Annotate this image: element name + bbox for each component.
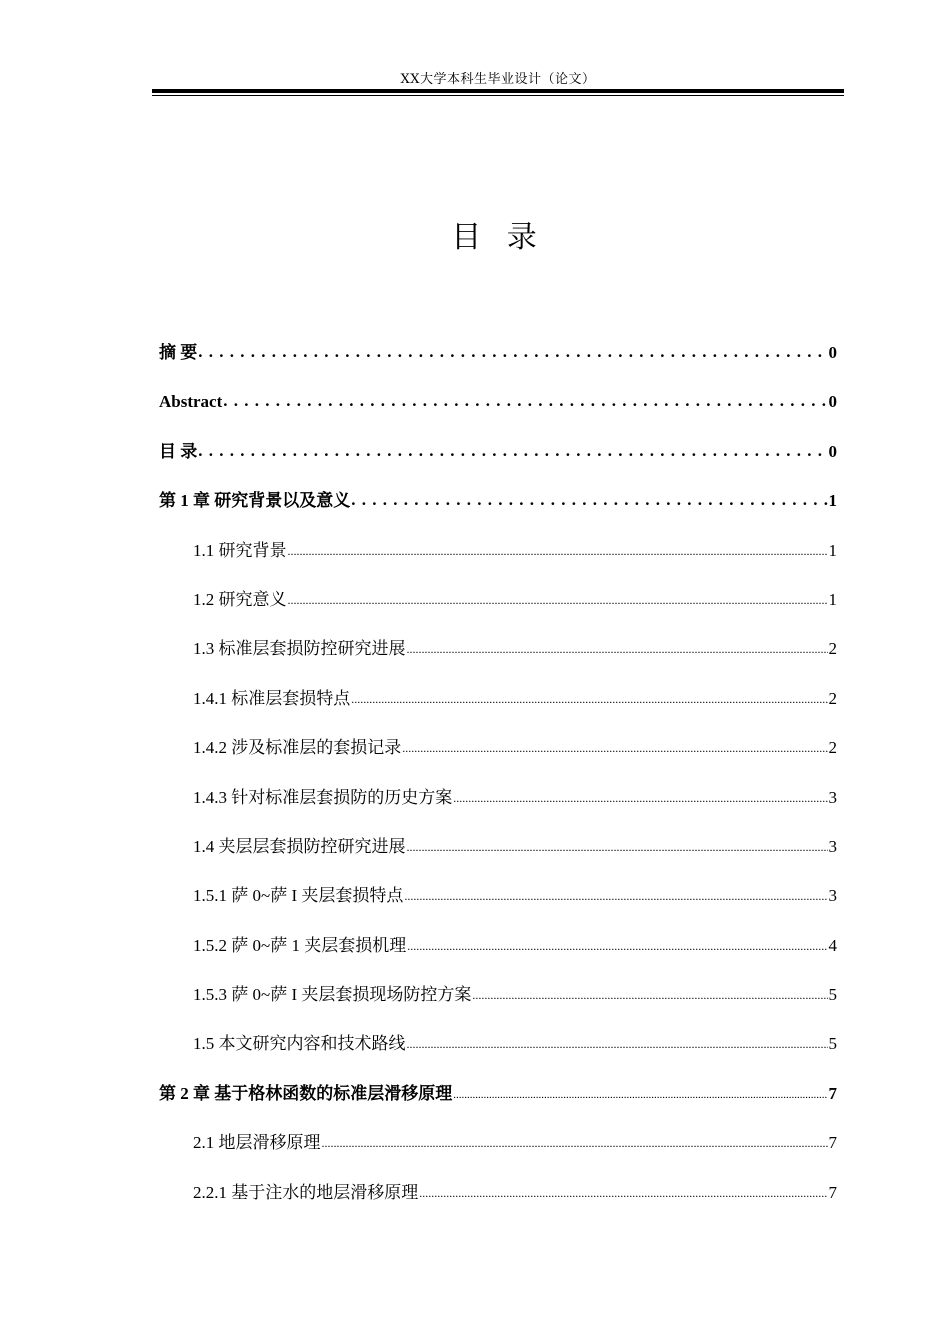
- toc-page-number: 3: [828, 836, 837, 856]
- toc-dot-leader: [402, 730, 827, 765]
- toc-entry-label: 2.1 地层滑移原理: [193, 1133, 321, 1153]
- toc-entry-label: 第 2 章 基于格林函数的标准层滑移原理: [159, 1083, 453, 1103]
- toc-entry-section-1-4-1[interactable]: [159, 682, 837, 731]
- header-rule-thin: [152, 95, 844, 96]
- toc-dot-leader: [407, 829, 828, 864]
- toc-entry-section-1-5-2[interactable]: [159, 929, 837, 978]
- toc-page-number: 1: [828, 589, 837, 609]
- toc-entry-label: 1.4.1 标准层套损特点: [193, 688, 351, 708]
- toc-dot-leader: [407, 1026, 828, 1061]
- toc-dot-leader: [322, 1125, 828, 1160]
- toc-entry-label: 1.4 夹层层套损防控研究进展: [193, 836, 406, 856]
- toc-entry-section-1-5[interactable]: [159, 1027, 837, 1076]
- toc-page-number: 4: [828, 935, 837, 955]
- toc-entry-section-1-5-3[interactable]: [159, 978, 837, 1027]
- toc-page-number: 2: [828, 639, 837, 659]
- toc-entry-label: 1.5.2 萨 0~萨 1 夹层套损机理: [193, 935, 407, 955]
- toc-page-number: 3: [828, 787, 837, 807]
- toc-entry-abstract-en[interactable]: [159, 385, 837, 434]
- toc-page-number: 0: [828, 441, 837, 461]
- toc-entry-contents[interactable]: [159, 435, 837, 484]
- toc-entry-label: 1.5.1 萨 0~萨 I 夹层套损特点: [193, 886, 404, 906]
- toc-entry-label: 2.2.1 基于注水的地层滑移原理: [193, 1182, 419, 1202]
- toc-entry-section-2-1[interactable]: [159, 1126, 837, 1175]
- toc-dot-leader: [288, 582, 828, 617]
- toc-entry-chapter-2[interactable]: [159, 1077, 837, 1126]
- toc-entry-label: 1.5.3 萨 0~萨 I 夹层套损现场防控方案: [193, 985, 472, 1005]
- toc-entry-section-1-2[interactable]: [159, 583, 837, 632]
- toc-entry-label: 1.5 本文研究内容和技术路线: [193, 1034, 406, 1054]
- toc-dot-leader: [351, 681, 827, 716]
- toc-entry-label: 1.1 研究背景: [193, 540, 287, 560]
- toc-entry-section-1-4[interactable]: [159, 830, 837, 879]
- toc-dot-leader: [407, 631, 828, 666]
- toc-entry-chapter-1[interactable]: [159, 484, 837, 533]
- toc-entry-label: 1.4.2 涉及标准层的套损记录: [193, 738, 402, 758]
- toc-page-number: 2: [828, 688, 837, 708]
- toc-page-number: 3: [828, 886, 837, 906]
- toc-page-number: 5: [828, 985, 837, 1005]
- toc-page-number: 1: [828, 491, 837, 511]
- toc-entry-section-2-2-1[interactable]: [159, 1176, 837, 1225]
- toc-dot-leader: [453, 780, 827, 815]
- toc-dot-leader: [419, 1175, 827, 1210]
- toc-entry-section-1-4-2[interactable]: [159, 731, 837, 780]
- toc-entry-label: 1.3 标准层套损防控研究进展: [193, 639, 406, 659]
- toc-page-number: 0: [828, 392, 837, 412]
- toc-entry-label: 1.2 研究意义: [193, 589, 287, 609]
- toc-entry-section-1-3[interactable]: [159, 632, 837, 681]
- toc-page-number: 7: [828, 1083, 837, 1103]
- toc-dot-leader: [198, 335, 827, 369]
- toc-dot-leader: [288, 533, 828, 568]
- table-of-contents: [159, 336, 837, 1225]
- toc-entry-section-1-4-3[interactable]: [159, 781, 837, 830]
- toc-entry-label: Abstract: [159, 392, 223, 412]
- page-title: 目 录: [451, 220, 545, 255]
- toc-entry-section-1-1[interactable]: [159, 534, 837, 583]
- toc-entry-label: 1.4.3 针对标准层套损防的历史方案: [193, 787, 453, 807]
- toc-page-number: 7: [828, 1182, 837, 1202]
- toc-dot-leader: [198, 434, 827, 468]
- toc-dot-leader: [351, 483, 827, 517]
- toc-page-number: 5: [828, 1034, 837, 1054]
- toc-dot-leader: [407, 928, 827, 963]
- toc-page-number: 7: [828, 1133, 837, 1153]
- running-header: XX大学本科生毕业设计（论文）: [400, 72, 596, 87]
- toc-entry-abstract-cn[interactable]: [159, 336, 837, 385]
- header-rule-thick: [152, 89, 844, 93]
- toc-dot-leader: [404, 878, 827, 913]
- toc-page-number: 2: [828, 738, 837, 758]
- toc-entry-label: 摘 要: [159, 343, 198, 362]
- toc-dot-leader: [223, 384, 827, 418]
- toc-entry-label: 第 1 章 研究背景以及意义: [159, 491, 351, 511]
- toc-page-number: 0: [828, 343, 837, 362]
- toc-dot-leader: [453, 1076, 827, 1112]
- toc-entry-label: 目 录: [159, 441, 198, 461]
- toc-dot-leader: [472, 977, 827, 1012]
- toc-page-number: 1: [828, 540, 837, 560]
- toc-entry-section-1-5-1[interactable]: [159, 879, 837, 928]
